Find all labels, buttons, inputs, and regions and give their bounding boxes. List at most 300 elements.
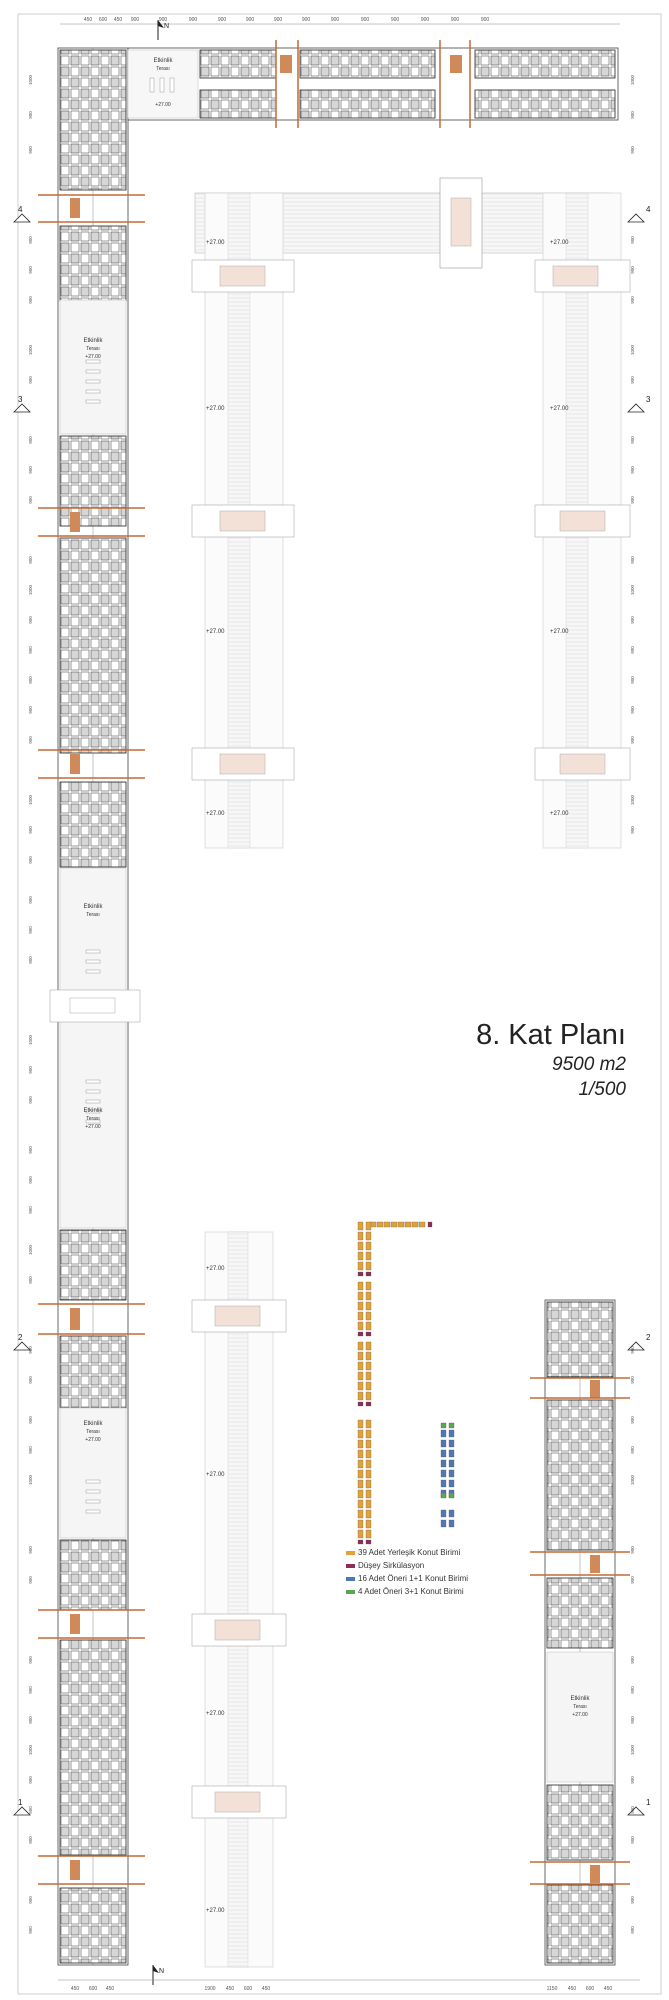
- side-dimension-label-left: 900: [28, 1836, 33, 1844]
- bottom-dimension-line: [58, 1980, 640, 1992]
- deck-level-7: +27.00: [206, 811, 225, 817]
- bottom-dimension-label-right: 450: [567, 1986, 577, 1992]
- core-accent-r2: [590, 1555, 600, 1573]
- diagram-settled-unit: [358, 1530, 363, 1538]
- side-dimension-label-left: 900: [28, 1656, 33, 1664]
- side-dimension-label-left: 900: [28, 1716, 33, 1724]
- diagram-1plus1-unit: [449, 1440, 454, 1447]
- side-dimension-label-right: 900: [630, 466, 635, 474]
- top-unit-5: [300, 90, 435, 118]
- top-dimension-label: 600: [98, 17, 108, 23]
- side-dimension-label-left: 900: [28, 1206, 33, 1214]
- diagram-settled-unit: [358, 1302, 363, 1310]
- terrace-label-4a: Etkinlik: [83, 1421, 103, 1427]
- deck-level-5: +27.00: [206, 629, 225, 635]
- diagram-circulation-unit: [366, 1272, 371, 1276]
- diagram-circulation-unit: [366, 1540, 371, 1544]
- bottom-dimension-label-middle: 450: [261, 1986, 271, 1992]
- legend-item: [346, 1586, 506, 1598]
- top-dimension-label: 900: [450, 17, 460, 23]
- diagram-settled-unit: [391, 1222, 397, 1227]
- top-building-band: [128, 40, 618, 128]
- diagram-settled-unit: [366, 1312, 371, 1320]
- terrace-label-3b: Terası: [86, 1116, 100, 1122]
- side-dimension-label-right: 1000: [630, 584, 635, 596]
- diagram-settled-unit: [366, 1460, 371, 1468]
- diagram-1plus1-unit: [441, 1470, 446, 1477]
- unit-block-r1: [547, 1302, 613, 1377]
- diagram-circulation-unit: [358, 1402, 363, 1406]
- core-accent-l2: [70, 512, 80, 532]
- diagram-settled-unit: [366, 1430, 371, 1438]
- top-dimension-label: 900: [420, 17, 430, 23]
- side-dimension-label-left: 1000: [28, 1474, 33, 1486]
- legend: [346, 1547, 506, 1599]
- diagram-settled-unit: [358, 1392, 363, 1400]
- unit-block-l6: [60, 1230, 126, 1300]
- side-dimension-label-right: 900: [630, 436, 635, 444]
- diagram-settled-unit: [366, 1372, 371, 1380]
- legend-label-circulation: Düşey Sirkülasyon: [358, 1561, 425, 1570]
- bottom-dimension-label-right: 1150: [546, 1986, 558, 1992]
- side-dimension-label-left: 900: [28, 1176, 33, 1184]
- side-dimension-label-right: 900: [630, 1776, 635, 1784]
- unit-block-l10: [60, 1888, 126, 1963]
- side-dimension-label-right: 900: [630, 1546, 635, 1554]
- top-unit-3: [475, 50, 615, 78]
- deck-level-2: +27.00: [550, 240, 569, 246]
- plan-area: 9500 m2: [552, 1054, 626, 1075]
- top-dimension-label: 900: [158, 17, 168, 23]
- diagram-settled-unit: [366, 1440, 371, 1448]
- right-terrace-label-b: Terası: [573, 1704, 587, 1710]
- unit-block-l8: [60, 1540, 126, 1610]
- north-arrow-top: [158, 20, 169, 40]
- diagram-circulation-unit: [428, 1222, 432, 1227]
- legend-item: [346, 1573, 506, 1585]
- side-dimension-label-right: 900: [630, 1446, 635, 1454]
- north-label-top: N: [164, 23, 170, 30]
- side-dimension-label-right: 900: [630, 1686, 635, 1694]
- side-dimension-label-left: 900: [28, 1686, 33, 1694]
- side-dimension-label-left: 900: [28, 266, 33, 274]
- side-dimension-label-left: 1000: [28, 794, 33, 806]
- side-dimension-label-left: 900: [28, 496, 33, 504]
- side-dimension-label-left: 900: [28, 1576, 33, 1584]
- side-dimension-label-left: 900: [28, 1896, 33, 1904]
- legend-item: [346, 1560, 506, 1572]
- bottom-dimension-label-left: 450: [105, 1986, 115, 1992]
- side-dimension-label-right: 900: [630, 236, 635, 244]
- plan-scale: 1/500: [578, 1079, 626, 1100]
- terrace-label-1a: Etkinlik: [83, 338, 103, 344]
- north-arrow-bottom: [153, 1965, 164, 1985]
- diagram-settled-unit: [358, 1262, 363, 1270]
- side-dimension-label-right: 900: [630, 1836, 635, 1844]
- diagram-settled-unit: [358, 1480, 363, 1488]
- diagram-1plus1-unit: [441, 1440, 446, 1447]
- side-dimension-label-left: 900: [28, 1776, 33, 1784]
- diagram-settled-unit: [405, 1222, 411, 1227]
- side-dimension-label-left: 900: [28, 376, 33, 384]
- legend-swatch-circulation: [346, 1564, 355, 1568]
- diagram-settled-unit: [366, 1282, 371, 1290]
- diagram-settled-unit: [358, 1372, 363, 1380]
- side-dimension-label-left: 900: [28, 236, 33, 244]
- core-accent-r1: [590, 1380, 600, 1398]
- side-dimension-label-left: 900: [28, 1276, 33, 1284]
- terrace-level-3: +27.00: [85, 1124, 101, 1130]
- section-marker-3-left: [14, 395, 30, 412]
- top-core-1: [280, 55, 292, 73]
- diagram-settled-unit: [366, 1510, 371, 1518]
- svg-text:4: 4: [18, 205, 23, 214]
- side-dimension-label-left: 900: [28, 706, 33, 714]
- top-terrace-level: +27.00: [155, 102, 171, 108]
- svg-text:2: 2: [646, 1333, 651, 1342]
- side-dimension-label-left: 1000: [28, 74, 33, 86]
- unit-distribution-diagram: [358, 1222, 454, 1544]
- core-accent-l6: [70, 1860, 80, 1880]
- diagram-settled-unit: [366, 1222, 371, 1230]
- unit-block-l2: [60, 226, 126, 301]
- diagram-1plus1-unit: [449, 1480, 454, 1487]
- diagram-settled-unit: [366, 1352, 371, 1360]
- diagram-settled-unit: [358, 1430, 363, 1438]
- side-dimension-label-right: 900: [630, 1376, 635, 1384]
- side-dimension-label-left: 1000: [28, 584, 33, 596]
- side-dimension-label-right: 1000: [630, 794, 635, 806]
- side-dimension-label-left: 1000: [28, 1034, 33, 1046]
- side-dimension-label-left: 900: [28, 1416, 33, 1424]
- top-dimension-label: 900: [188, 17, 198, 23]
- bottom-dimension-label-right: 450: [603, 1986, 613, 1992]
- core-accent-l1: [70, 198, 80, 218]
- side-dimension-label-right: 900: [630, 1576, 635, 1584]
- diagram-1plus1-unit: [441, 1510, 446, 1517]
- side-dimension-label-left: 900: [28, 1546, 33, 1554]
- svg-text:4: 4: [646, 205, 651, 214]
- top-unit-2: [300, 50, 435, 78]
- left-building-strip: [38, 48, 145, 1965]
- unit-block-r2: [547, 1400, 613, 1550]
- top-dimension-label: 900: [390, 17, 400, 23]
- diagram-circulation-unit: [358, 1272, 363, 1276]
- side-dimension-label-right: 900: [630, 556, 635, 564]
- top-unit-1: [200, 50, 276, 78]
- diagram-settled-unit: [358, 1440, 363, 1448]
- top-dimension-label: 900: [330, 17, 340, 23]
- side-dimension-label-right: 900: [630, 1896, 635, 1904]
- top-core-2: [450, 55, 462, 73]
- side-dimension-label-left: 900: [28, 296, 33, 304]
- terrace-label-2b: Terası: [86, 912, 100, 918]
- diagram-settled-unit: [366, 1500, 371, 1508]
- top-dimension-label: 900: [360, 17, 370, 23]
- lower-deck-structure: [192, 1232, 286, 1967]
- diagram-settled-unit: [366, 1252, 371, 1260]
- diagram-settled-unit: [366, 1242, 371, 1250]
- section-marker-4-right: [628, 205, 651, 222]
- diagram-unit-marks: [358, 1222, 454, 1544]
- diagram-1plus1-unit: [441, 1450, 446, 1457]
- section-marker-4-left: [14, 205, 30, 222]
- diagram-settled-unit: [358, 1252, 363, 1260]
- diagram-settled-unit: [358, 1352, 363, 1360]
- side-dimension-label-left: 900: [28, 436, 33, 444]
- side-dimension-label-right: 900: [630, 1416, 635, 1424]
- diagram-settled-unit: [366, 1470, 371, 1478]
- top-dimension-label: 900: [480, 17, 490, 23]
- bottom-dimension-labels: [71, 1986, 613, 1992]
- diagram-settled-unit: [358, 1362, 363, 1370]
- diagram-settled-unit: [366, 1392, 371, 1400]
- side-dimension-label-right: 900: [630, 736, 635, 744]
- deck-level-8: +27.00: [550, 811, 569, 817]
- side-dimension-label-right: 900: [630, 616, 635, 624]
- north-label-bottom: N: [159, 1968, 165, 1975]
- legend-label-1plus1: 16 Adet Öneri 1+1 Konut Birimi: [358, 1574, 469, 1583]
- upper-deck-structure: [192, 178, 630, 848]
- top-dimension-label: 450: [113, 17, 123, 23]
- bottom-dimension-label-left: 450: [70, 1986, 80, 1992]
- unit-block-l5: [60, 782, 126, 867]
- diagram-1plus1-unit: [449, 1450, 454, 1457]
- diagram-settled-unit: [384, 1222, 390, 1227]
- bottom-dimension-label-left: 600: [88, 1986, 98, 1992]
- diagram-settled-unit: [358, 1292, 363, 1300]
- side-dimension-label-left: 900: [28, 896, 33, 904]
- side-dimension-label-right: 900: [630, 376, 635, 384]
- unit-block-r4: [547, 1785, 613, 1860]
- diagram-settled-unit: [366, 1322, 371, 1330]
- diagram-settled-unit: [358, 1500, 363, 1508]
- deck-level-6: +27.00: [550, 629, 569, 635]
- diagram-settled-unit: [398, 1222, 404, 1227]
- svg-text:1: 1: [646, 1798, 651, 1807]
- right-terrace-label-a: Etkinlik: [570, 1696, 590, 1702]
- diagram-settled-unit: [358, 1450, 363, 1458]
- diagram-settled-unit: [358, 1282, 363, 1290]
- diagram-settled-unit: [358, 1242, 363, 1250]
- side-dimension-label-left: 900: [28, 1926, 33, 1934]
- side-dimension-label-right: 900: [630, 296, 635, 304]
- svg-text:3: 3: [18, 395, 23, 404]
- side-dimension-label-left: 900: [28, 1446, 33, 1454]
- unit-block-r3: [547, 1578, 613, 1648]
- top-dimension-label: 450: [83, 17, 93, 23]
- top-dimension-line: [60, 17, 620, 24]
- unit-block-l9: [60, 1640, 126, 1855]
- diagram-settled-unit: [358, 1510, 363, 1518]
- lower-level-4: +27.00: [206, 1908, 225, 1914]
- diagram-settled-unit: [358, 1520, 363, 1528]
- side-dimension-label-right: 1000: [630, 1744, 635, 1756]
- terrace-zone-l1: [60, 300, 126, 434]
- terrace-label-2a: Etkinlik: [83, 904, 103, 910]
- diagram-settled-unit: [358, 1490, 363, 1498]
- diagram-1plus1-unit: [441, 1460, 446, 1467]
- svg-text:1: 1: [18, 1798, 23, 1807]
- deck-tower-void: [451, 198, 471, 246]
- side-dimension-label-right: 900: [630, 706, 635, 714]
- diagram-settled-unit: [366, 1382, 371, 1390]
- top-unit-6: [475, 90, 615, 118]
- diagram-circulation-unit: [366, 1402, 371, 1406]
- side-dimension-label-left: 900: [28, 1146, 33, 1154]
- side-dimension-label-right: 1000: [630, 74, 635, 86]
- plan-title: 8. Kat Planı: [476, 1019, 626, 1051]
- diagram-circulation-unit: [366, 1332, 371, 1336]
- top-dimension-label: 900: [273, 17, 283, 23]
- side-dimension-label-right: 900: [630, 1716, 635, 1724]
- side-dimension-label-left: 900: [28, 826, 33, 834]
- side-dimension-label-left: 1000: [28, 1744, 33, 1756]
- diagram-settled-unit: [358, 1312, 363, 1320]
- side-dimension-label-right: 1000: [630, 344, 635, 356]
- top-dimension-label: 900: [130, 17, 140, 23]
- diagram-1plus1-unit: [441, 1430, 446, 1437]
- diagram-1plus1-unit: [449, 1460, 454, 1467]
- legend-swatch-settled: [346, 1551, 355, 1555]
- diagram-settled-unit: [358, 1342, 363, 1350]
- side-dimension-label-left: 900: [28, 856, 33, 864]
- unit-block-r5: [547, 1885, 613, 1963]
- side-dimension-label-right: 1000: [630, 1474, 635, 1486]
- diagram-settled-unit: [366, 1450, 371, 1458]
- deck-level-3: +27.00: [206, 406, 225, 412]
- diagram-settled-unit: [366, 1520, 371, 1528]
- side-dimension-label-left: 900: [28, 556, 33, 564]
- unit-block-l4: [60, 538, 126, 753]
- diagram-settled-unit: [358, 1470, 363, 1478]
- diagram-settled-unit: [358, 1460, 363, 1468]
- terrace-level-1: +27.00: [85, 354, 101, 360]
- terrace-zone-l3: [60, 1408, 126, 1538]
- top-terrace-label-a: Etkinlik: [153, 58, 173, 64]
- diagram-1plus1-unit: [449, 1520, 454, 1527]
- right-lower-building: [530, 1300, 630, 1965]
- terrace-label-3a: Etkinlik: [83, 1108, 103, 1114]
- side-dimension-label-right: 900: [630, 676, 635, 684]
- bottom-dimension-label-middle: 1900: [204, 1986, 216, 1992]
- top-dimension-label: 900: [245, 17, 255, 23]
- diagram-circulation-unit: [358, 1540, 363, 1544]
- diagram-1plus1-unit: [449, 1510, 454, 1517]
- core-accent-l4: [70, 1308, 80, 1330]
- side-dimension-label-right: 900: [630, 266, 635, 274]
- diagram-settled-unit: [366, 1480, 371, 1488]
- terrace-level-4: +27.00: [85, 1437, 101, 1443]
- diagram-3plus1-unit: [441, 1493, 446, 1498]
- terrace-label-1b: Terası: [86, 346, 100, 352]
- diagram-settled-unit: [366, 1262, 371, 1270]
- side-dimension-label-right: 900: [630, 496, 635, 504]
- diagram-1plus1-unit: [441, 1520, 446, 1527]
- diagram-settled-unit: [377, 1222, 383, 1227]
- side-dimension-label-left: 900: [28, 676, 33, 684]
- core-accent-l5: [70, 1614, 80, 1634]
- top-unit-4: [200, 90, 276, 118]
- bottom-dimension-label-middle: 450: [225, 1986, 235, 1992]
- side-dimension-label-right: 900: [630, 826, 635, 834]
- side-dimension-label-left: 900: [28, 466, 33, 474]
- diagram-settled-unit: [366, 1420, 371, 1428]
- side-dimension-label-right: 900: [630, 146, 635, 154]
- unit-block-l1: [60, 50, 126, 190]
- diagram-1plus1-unit: [441, 1480, 446, 1487]
- diagram-3plus1-unit: [441, 1423, 446, 1428]
- side-dimension-label-left: 1000: [28, 344, 33, 356]
- svg-text:2: 2: [18, 1333, 23, 1342]
- diagram-settled-unit: [366, 1302, 371, 1310]
- diagram-settled-unit: [366, 1490, 371, 1498]
- terrace-zone-l2: [60, 868, 126, 1228]
- side-dimension-label-right: 900: [630, 111, 635, 119]
- unit-block-l3: [60, 436, 126, 526]
- side-dimension-label-right: 900: [630, 1926, 635, 1934]
- legend-swatch-1plus1: [346, 1577, 355, 1581]
- side-dimension-label-right: 900: [630, 1656, 635, 1664]
- top-dimension-label: 900: [301, 17, 311, 23]
- side-dimension-label-left: 900: [28, 1806, 33, 1814]
- side-dimension-label-left: 900: [28, 146, 33, 154]
- side-dimension-label-right: 900: [630, 646, 635, 654]
- legend-item: [346, 1547, 506, 1559]
- svg-text:3: 3: [646, 395, 651, 404]
- deck-level-1: +27.00: [206, 240, 225, 246]
- diagram-3plus1-unit: [449, 1493, 454, 1498]
- diagram-settled-unit: [366, 1232, 371, 1240]
- diagram-3plus1-unit: [449, 1423, 454, 1428]
- top-dimension-label: 900: [217, 17, 227, 23]
- top-dimension-labels: [84, 17, 490, 23]
- diagram-settled-unit: [412, 1222, 418, 1227]
- diagram-settled-unit: [358, 1322, 363, 1330]
- bottom-dimension-label-right: 600: [585, 1986, 595, 1992]
- legend-label-3plus1: 4 Adet Öneri 3+1 Konut Birimi: [358, 1587, 464, 1596]
- core-accent-l3: [70, 754, 80, 774]
- terrace-label-4b: Terası: [86, 1429, 100, 1435]
- side-dimension-label-left: 1000: [28, 1244, 33, 1256]
- diagram-settled-unit: [358, 1232, 363, 1240]
- diagram-settled-unit: [419, 1222, 425, 1227]
- deck-level-4: +27.00: [550, 406, 569, 412]
- diagram-settled-unit: [366, 1292, 371, 1300]
- diagram-circulation-unit: [358, 1332, 363, 1336]
- diagram-settled-unit: [366, 1342, 371, 1350]
- side-dimension-label-left: 900: [28, 646, 33, 654]
- diagram-settled-unit: [366, 1362, 371, 1370]
- lower-level-2: +27.00: [206, 1472, 225, 1478]
- diagram-1plus1-unit: [449, 1470, 454, 1477]
- right-terrace-level: +27.00: [572, 1712, 588, 1718]
- side-dimension-label-left: 900: [28, 926, 33, 934]
- diagram-settled-unit: [358, 1420, 363, 1428]
- side-dimension-label-left: 900: [28, 616, 33, 624]
- side-dimension-label-right: 900: [630, 1346, 635, 1354]
- diagram-settled-unit: [358, 1382, 363, 1390]
- bottom-dimension-label-middle: 600: [243, 1986, 253, 1992]
- lower-level-3: +27.00: [206, 1711, 225, 1717]
- top-terrace-label-b: Terası: [156, 66, 170, 72]
- side-dimension-label-left: 900: [28, 956, 33, 964]
- side-dimension-label-left: 900: [28, 111, 33, 119]
- legend-label-settled: 39 Adet Yerleşik Konut Birimi: [358, 1548, 461, 1557]
- diagram-settled-unit: [358, 1222, 363, 1230]
- side-dimension-label-left: 900: [28, 1376, 33, 1384]
- core-accent-r3: [590, 1865, 600, 1883]
